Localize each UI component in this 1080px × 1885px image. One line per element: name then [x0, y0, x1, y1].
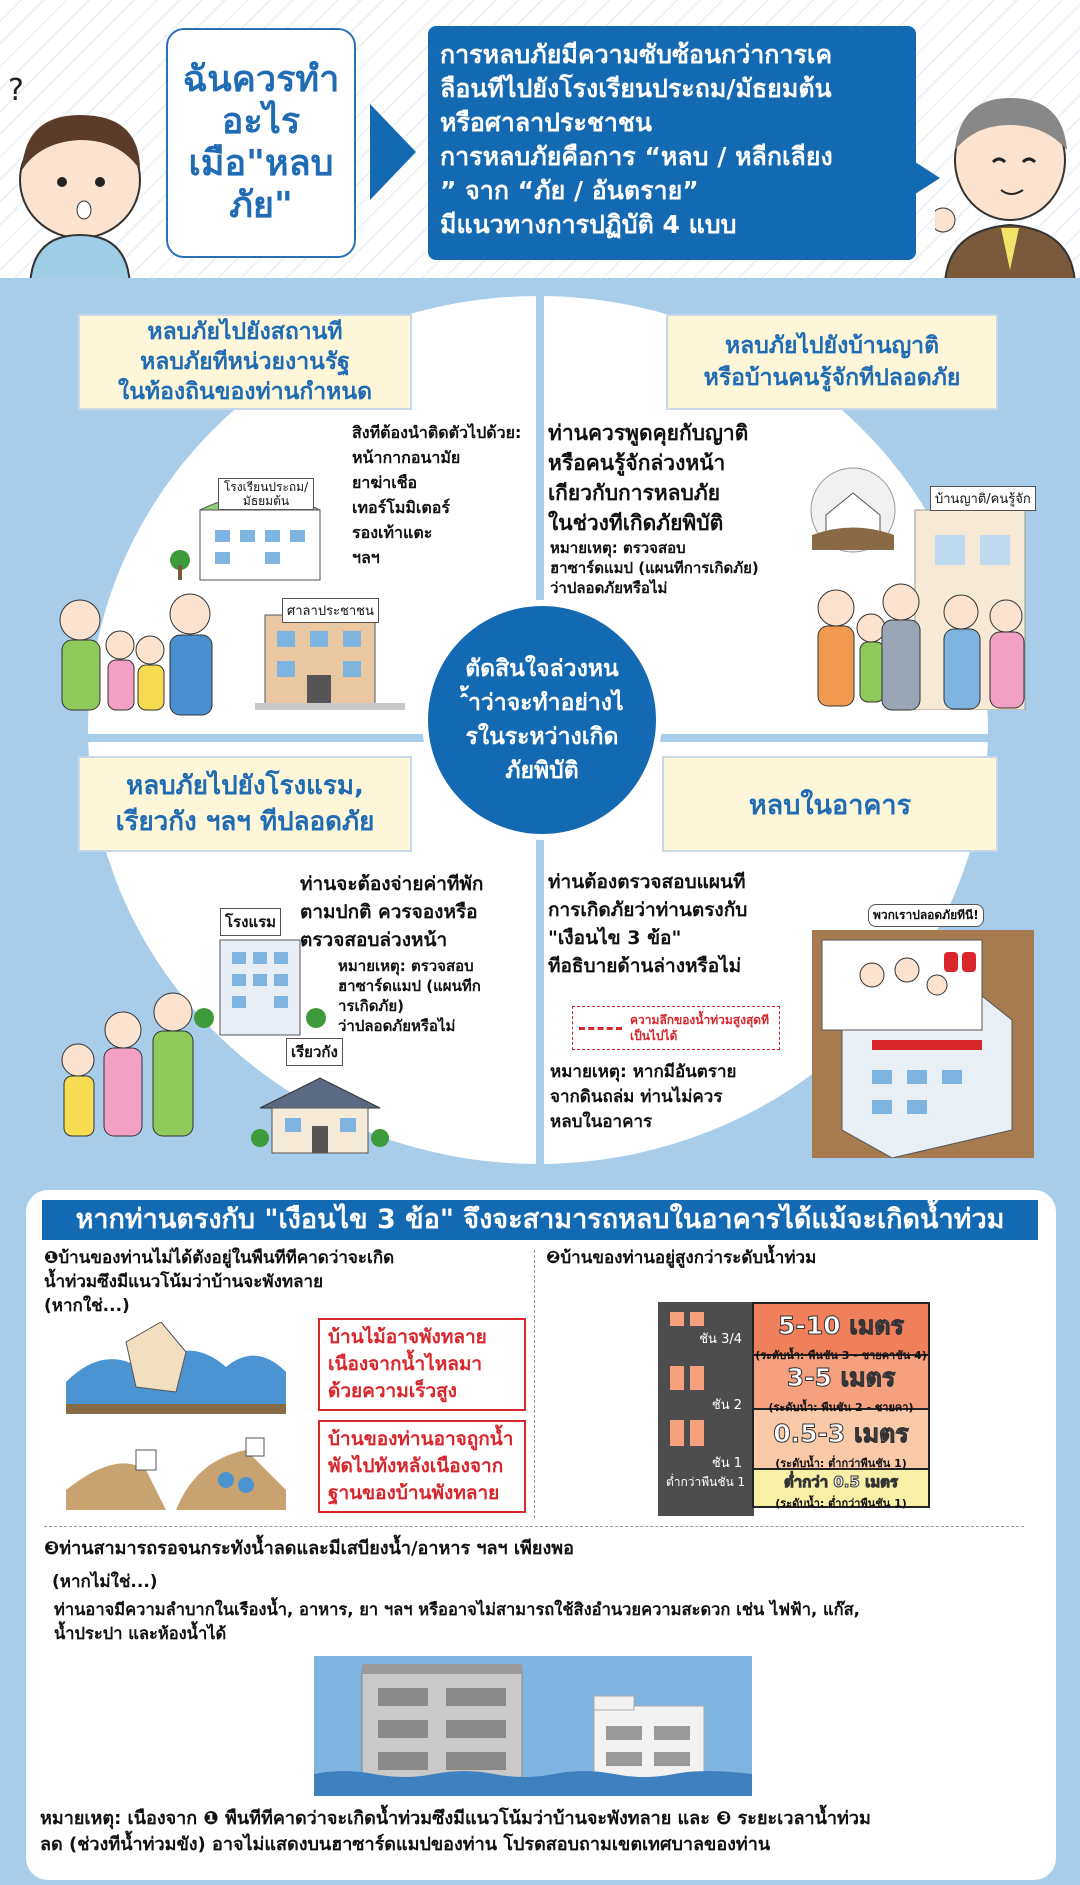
window-icon [670, 1420, 684, 1446]
q1-item: ฯลฯ [352, 548, 380, 567]
explanation-line: การหลบภัยมีความซับซ้อนกว่าการเค [440, 40, 833, 69]
level-depth: ต่ำกว่า 0.5 เมตร [784, 1473, 898, 1491]
level-row-1 [752, 1302, 930, 1362]
q2-body-line: เกียวกับการหลบภัย [548, 481, 721, 505]
q3-body-line: ตามปกติ ควรจองหรือ [300, 901, 478, 923]
warning2-line: บ้านของท่านอาจถูกน้ำ [328, 1428, 514, 1450]
q4-note [550, 1060, 800, 1135]
family-q1-illustration [50, 590, 220, 720]
level-note: (ระดับน้ำ: ต่ำกว่าพืนชัน 1) [775, 1457, 907, 1470]
center-line: รในระหว่างเกิด [465, 724, 619, 750]
floor-windows [666, 1306, 746, 1510]
q4-note-line: จากดินถล่ม ท่านไม่ควร [550, 1087, 723, 1107]
q2-title-line: หลบภัยไปยังบ้านญาติ [724, 333, 940, 359]
safe-speech-bubble: พวกเราปลอดภัยทีนี! [868, 904, 984, 927]
condition3-if-no: (หากไม่ใช่...) [52, 1572, 158, 1592]
level-row-3 [752, 1410, 930, 1470]
condition3-line: น้ำประปา และห้องน้ำได้ [54, 1624, 227, 1643]
question-bubble [166, 28, 356, 258]
q2-note-line: หมายเหตุ: ตรวจสอบ [550, 539, 686, 557]
q2-body-line: ในช่วงทีเกิดภัยพิบัติ [548, 511, 724, 535]
hotel-label: โรงแรม [220, 908, 281, 936]
level-row-4 [752, 1470, 930, 1508]
explanation-line: ลือนทีไปยังโรงเรียนประถม/มัธยมต้น [440, 74, 832, 103]
q2-body-line: ท่านควรพูดคุยกับญาติ [548, 421, 749, 445]
center-line: ภัยพิบัติ [505, 758, 579, 784]
q1-title-box [78, 314, 412, 410]
warning1-line: ด้วยความเร็วสูง [328, 1380, 457, 1402]
window-icon [690, 1420, 704, 1446]
hotel-illustration [190, 930, 330, 1040]
q1-item: รองเท้าแตะ [352, 523, 433, 542]
warning-box-1 [318, 1318, 526, 1411]
floor-label: ชัน 3/4 [699, 1332, 742, 1347]
q3-title-line: หลบภัยไปยังโรงแรม, [126, 771, 364, 801]
explanation-line: มีแนวทางการปฏิบัติ 4 แบบ [440, 210, 737, 239]
q2-title-box [666, 314, 998, 410]
condition1-line: ❶บ้านของท่านไม่ได้ตังอยู่ในพืนทีทีคาดว่าจะเกิด [44, 1248, 395, 1268]
flood-depth-legend [572, 1006, 780, 1050]
question-text: ฉันควรทำอะไรเมือ"หลบภัย" [182, 59, 340, 226]
q3-note-line: ารเกิดภัย) [338, 997, 404, 1015]
q3-note-line: ฮาซาร์ดแมป (แผนทีก [338, 977, 481, 995]
q1-title-line: หลบภัยทีหน่วยงานรัฐ [140, 349, 350, 375]
condition-divider [534, 1250, 535, 1518]
condition2-text: ❷บ้านของท่านอยู่สูงกว่าระดับน้ำท่วม [546, 1248, 817, 1268]
q3-note-line: หมายเหตุ: ตรวจสอบ [338, 957, 474, 975]
q3-note-line: ว่าปลอดภัยหรือไม่ [338, 1017, 456, 1035]
explanation-line: ” จาก “ภัย / อันตราย” [440, 176, 699, 205]
q4-body-line: "เงือนไข 3 ข้อ" [548, 927, 682, 949]
floor-1 [666, 1414, 746, 1474]
q1-item: เทอร์โมมิเตอร์ [352, 498, 450, 517]
warning-box-2 [318, 1420, 526, 1513]
q1-items-list [352, 420, 542, 570]
floor-label: ชัน 2 [711, 1398, 742, 1413]
warning1-line: เนืองจากน้ำไหลมา [328, 1353, 483, 1375]
condition1-line: น้ำท่วมซึงมีแนวโน้มว่าบ้านจะพังทลาย [44, 1272, 324, 1292]
warning2-line: พัดไปทังหลังเนืองจาก [328, 1455, 504, 1477]
condition3-line: ท่านอาจมีความลำบากในเรืองน้ำ, อาหาร, ยา ฯลฯ หรืออาจไม่สามารถใช้สิงอำนวยความสะดวก เช่น ไฟฟ้า, แก๊ส, [54, 1600, 860, 1619]
landslide-illustration [66, 1430, 286, 1510]
flood-house-illustration [808, 465, 898, 555]
q3-title-line: เรียวกัง ฯลฯ ทีปลอดภัย [115, 807, 375, 837]
q4-body-line: ท่านต้องตรวจสอบแผนที [548, 871, 746, 893]
red-dashed-line-icon [579, 1027, 622, 1030]
center-line: ˆ้าว่าจะทำอย่างไ [460, 690, 624, 716]
footnote-line: หมายเหตุ: เนืองจาก ❶ พืนทีทีคาดว่าจะเกิดน้ำท่วมซึงมีแนวโน้มว่าบ้านจะพังทลาย และ ❸ ระยะเวลาน้ำท่วม [40, 1808, 871, 1829]
q1-item: หน้ากากอนามัย [352, 448, 461, 467]
community-hall-label: ศาลาประชาชน [282, 598, 379, 623]
center-text [460, 652, 623, 788]
flooded-buildings-illustration [314, 1656, 752, 1796]
q3-body [300, 870, 536, 954]
q2-note [550, 538, 840, 598]
window-icon [690, 1366, 704, 1390]
explanation-bubble [428, 26, 916, 260]
q4-note-line: หมายเหตุ: หากมีอันตราย [550, 1062, 737, 1082]
level-depth: 0.5-3 เมตร [773, 1419, 909, 1448]
floor-basement: ต่ำกว่าพืนชัน 1 [666, 1475, 746, 1489]
q1-items-heading: สิงทีต้องนำติดตัวไปด้วย: [352, 423, 522, 442]
explanation-line: การหลบภัยคือการ “หลบ / หลีกเลียง [440, 142, 833, 171]
level-note: (ระดับน้ำ: พืนชัน 2 - ชายคา) [768, 1401, 914, 1414]
q1-title-line: หลบภัยไปยังสถานที [147, 319, 343, 345]
arrow-right-icon [370, 104, 416, 200]
q4-note-line: หลบในอาคาร [550, 1112, 653, 1132]
q2-title-line: หรือบ้านคนรู้จักทีปลอดภัย [703, 365, 961, 391]
q1-title-line: ในท้องถินของท่านกำหนด [117, 379, 373, 405]
q3-note [338, 956, 538, 1036]
conditions-title: หากท่านตรงกับ "เงือนไข 3 ข้อ" จึงจะสามารถหลบในอาคารได้แม้จะเกิดน้ำท่วม [42, 1200, 1038, 1240]
window-icon [670, 1366, 684, 1390]
warning2-line: ฐานของบ้านพังทลาย [328, 1482, 500, 1504]
q4-body-line: ทีอธิบายด้านล่างหรือไม่ [548, 955, 742, 977]
window-icon [670, 1312, 684, 1326]
flooded-building-illustration [812, 930, 1034, 1158]
relative-house-label: บ้านญาติ/คนรู้จัก [930, 486, 1036, 511]
q4-body-line: การเกิดภัยว่าท่านตรงกับ [548, 899, 748, 921]
q3-title-box [78, 756, 412, 852]
center-line: ตัดสินใจล่วงหน [465, 656, 619, 682]
condition1-text [44, 1246, 544, 1318]
q4-body [548, 868, 828, 980]
level-depth: 5-10 เมตร [778, 1311, 904, 1340]
q2-note-line: ฮาซาร์ดแมป (แผนทีการเกิดภัย) [550, 559, 759, 577]
level-row-2 [752, 1356, 930, 1414]
svg-text:?: ? [8, 73, 24, 108]
q4-title: หลบในอาคาร [748, 789, 912, 821]
footnote [40, 1806, 1040, 1858]
q1-item: ยาฆ่าเชือ [352, 473, 418, 492]
warning1-line: บ้านไม้อาจพังทลาย [328, 1326, 487, 1348]
level-depth: 3-5 เมตร [786, 1363, 896, 1392]
q2-body-line: หรือคนรู้จักล่วงหน้า [548, 451, 726, 475]
ryokan-label: เรียวกัง [286, 1038, 343, 1066]
floor-2 [666, 1360, 746, 1414]
q3-body-line: ตรวจสอบล่วงหน้า [300, 929, 448, 951]
boy-illustration [0, 60, 150, 290]
q3-body-line: ท่านจะต้องจ่ายค่าทีพัก [300, 873, 484, 895]
q4-title-box [662, 756, 998, 852]
center-disc [422, 600, 662, 840]
level-note: (ระดับน้ำ: ต่ำกว่าพืนชัน 1) [775, 1497, 907, 1510]
floor-label: ชัน 1 [711, 1456, 742, 1471]
ryokan-illustration [250, 1068, 390, 1158]
level-note: (ระดับน้ำ: พืนชัน 3 - ชายคาชัน 4) [755, 1349, 927, 1362]
school-label: โรงเรียนประถม/มัธยมต้น [218, 478, 314, 510]
family-q2-illustration [806, 578, 1036, 718]
condition3-body [54, 1598, 1044, 1646]
explanation-line: หรือศาลาประชาชน [440, 108, 652, 137]
man-illustration [935, 70, 1080, 285]
condition3-text: ❸ท่านสามารถรอจนกระทังน้ำลดและมีเสบียงน้ำ/อาหาร ฯลฯ เพียงพอ [44, 1538, 574, 1559]
footnote-line: ลด (ช่วงทีน้ำท่วมขัง) อาจไม่แสดงบนฮาซาร์ดแมปของท่าน โปรดสอบถามเขตเทศบาลของท่าน [40, 1834, 771, 1855]
wave-house-illustration [66, 1322, 286, 1414]
floor-3-4 [666, 1306, 746, 1360]
flood-level-table [752, 1302, 930, 1508]
legend-text: ความลึกของน้ำท่วมสูงสุดทีเป็นไปได้ [629, 1013, 769, 1043]
q2-note-line: ว่าปลอดภัยหรือไม่ [550, 579, 668, 597]
family-q3-illustration [48, 990, 208, 1140]
window-icon [690, 1312, 704, 1326]
condition1-if-yes: (หากใช่...) [44, 1296, 130, 1316]
section-divider [44, 1526, 1024, 1527]
q2-body [548, 418, 838, 538]
